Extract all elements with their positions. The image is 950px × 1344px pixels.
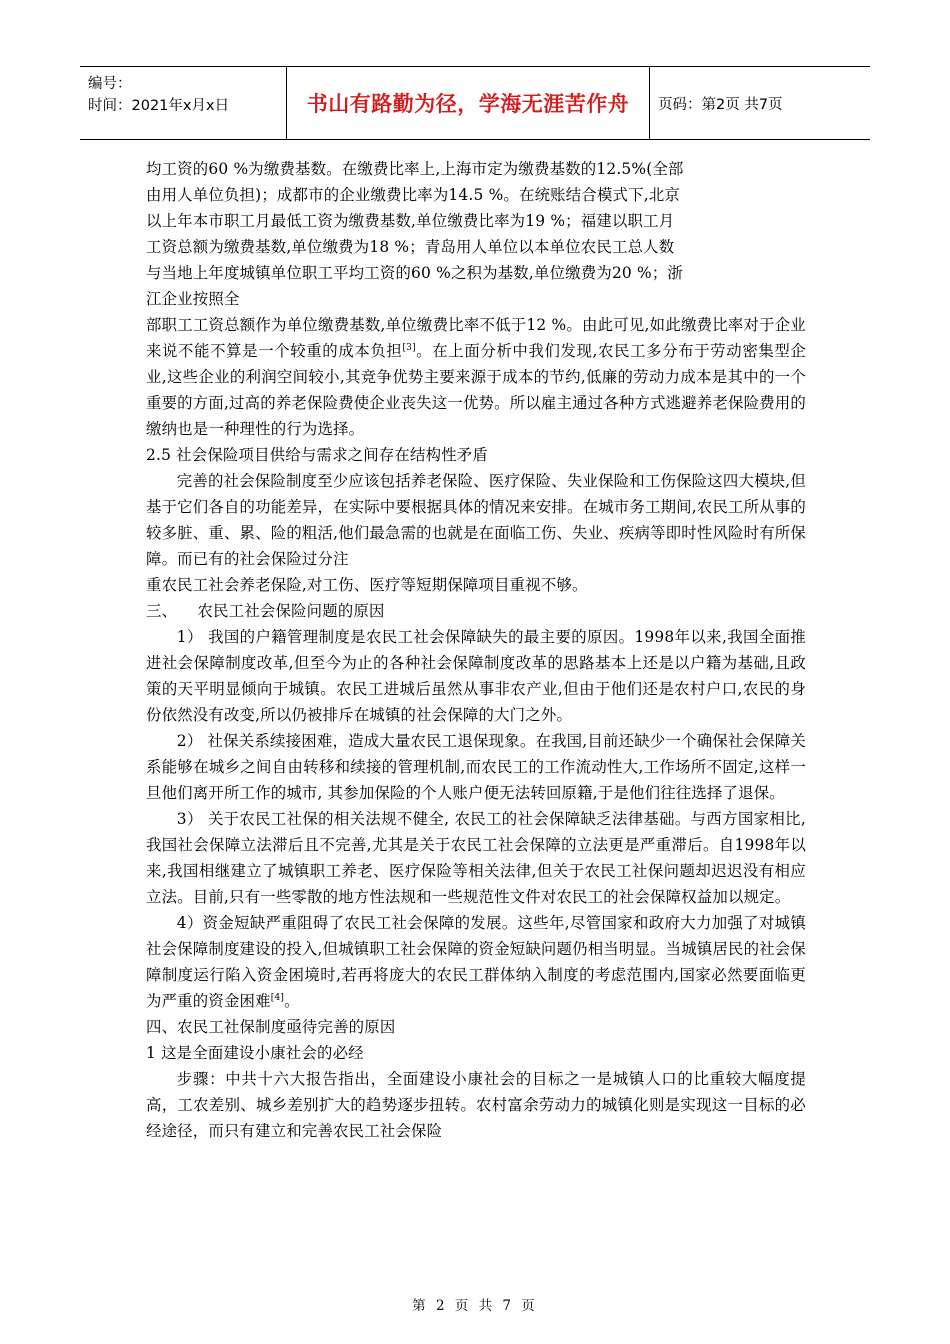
paragraph-1-line-3: 以上年本市职工月最低工资为缴费基数,单位缴费比率为19 %；福建以职工月: [146, 212, 675, 230]
page-footer: 第 2 页 共 7 页: [412, 1298, 538, 1314]
citation-3: [3]: [402, 343, 416, 353]
paragraph-1-line-6: 江企业按照全: [146, 290, 240, 308]
paragraph-1-line-5: 与当地上年度城镇单位职工平均工资的60 %之积为基数,单位缴费为20 %；浙: [146, 264, 684, 282]
page-header: [80, 66, 870, 140]
header-time-label: 时间：2021年x月x日: [88, 98, 230, 114]
header-motto: 书山有路勤为径，学海无涯苦作舟: [286, 67, 650, 139]
paragraph-1-line-4: 工资总额为缴费基数,单位缴费为18 %；青岛用人单位以本单位农民工总人数: [146, 238, 675, 256]
paragraph-2: [146, 312, 806, 442]
reason-4-text-b: 。: [284, 992, 300, 1010]
section-heading-3: 三、 农民工社会保险问题的原因: [146, 602, 385, 620]
header-number-label: 编号：: [88, 76, 132, 92]
header-page-info: 页码：第2页 共7页: [658, 96, 783, 113]
reason-4: [146, 910, 806, 1014]
paragraph-3: 完善的社会保险制度至少应该包括养老保险、医疗保险、失业保险和工伤保险这四大模块,但基于它们各自的功能差异，在实际中要根据具体的情况来安排。在城市务工期间,农民工所从事的较多脏、重、累、险的粗活,他们最急需的也就是在面临工伤、失业、疾病等即时性风险时有所保障。而已有的社会保险过分注: [146, 472, 806, 568]
reason-3: 3） 关于农民工社保的相关法规不健全, 农民工的社会保障缺乏法律基础。与西方国家相比,我国社会保障立法滞后且不完善,尤其是关于农民工社会保障的立法更是严重滞后。自1998年以来,我国相继建立了城镇职工养老、医疗保险等相关法律,但关于农民工社保问题却迟迟没有相应立法。目前,只有一些零散的地方性法规和一些规范性文件对农民工的社会保障权益加以规定。: [146, 810, 806, 906]
citation-4: [4]: [270, 993, 285, 1003]
header-meta: [80, 67, 286, 139]
section-heading-4: 四、农民工社保制度亟待完善的原因: [146, 1018, 396, 1036]
reason-2: 2） 社保关系续接困难，造成大量农民工退保现象。在我国,目前还缺少一个确保社会保障关系能够在城乡之间自由转移和续接的管理机制,而农民工的工作流动性大,工作场所不固定,这样一旦他们离开所工作的城市, 其参加保险的个人账户便无法转回原籍,于是他们往往选择了退保。: [146, 732, 806, 802]
paragraph-2-text-b: 。在上面分析中我们发现,农民工多分布于劳动密集型企业,这些企业的利润空间较小,其竞争优势主要来源于成本的节约,低廉的劳动力成本是其中的一个重要的方面,过高的养老保险费使企业丧失这一优势。所以雇主通过各种方式逃避养老保险费用的缴纳也是一种理性的行为选择。: [146, 342, 806, 438]
reason-1: 1） 我国的户籍管理制度是农民工社会保障缺失的最主要的原因。1998年以来,我国全面推进社会保障制度改革,但至今为止的各种社会保障制度改革的思路基本上还是以户籍为基础,且政策的天平明显倾向于城镇。农民工进城后虽然从事非农产业,但由于他们还是农村户口,农民的身份依然没有改变,所以仍被排斥在城镇的社会保障的大门之外。: [146, 628, 806, 724]
paragraph-4: 重农民工社会养老保险,对工伤、医疗等短期保障项目重视不够。: [146, 576, 588, 594]
paragraph-2-text-a: 部职工工资总额作为单位缴费基数,单位缴费比率不低于12 %。由此可见,如此缴费比率对于企业来说不能不算是一个较重的成本负担: [146, 316, 806, 360]
section-heading-4-1: 1 这是全面建设小康社会的必经: [146, 1044, 364, 1062]
body-text: [146, 156, 806, 1144]
section-heading-2-5: 2.5 社会保险项目供给与需求之间存在结构性矛盾: [146, 446, 488, 464]
paragraph-1-line-2: 由用人单位负担)；成都市的企业缴费比率为14.5 %。在统账结合模式下,北京: [146, 186, 681, 204]
reason-4-text-a: 4）资金短缺严重阻碍了农民工社会保障的发展。这些年,尽管国家和政府大力加强了对城镇社会保障制度建设的投入,但城镇职工社会保障的资金短缺问题仍相当明显。当城镇居民的社会保障制度运行陷入资金困境时,若再将庞大的农民工群体纳入制度的考虑范围内,国家必然要面临更为严重的资金困难: [146, 914, 806, 1010]
paragraph-5: 步骤：中共十六大报告指出，全面建设小康社会的目标之一是城镇人口的比重较大幅度提高，工农差别、城乡差别扩大的趋势逐步扭转。农村富余劳动力的城镇化则是实现这一目标的必经途径，而只有建立和完善农民工社会保险: [146, 1070, 806, 1140]
paragraph-1-line-1: 均工资的60 %为缴费基数。在缴费比率上,上海市定为缴费基数的12.5%(全部: [146, 160, 684, 178]
